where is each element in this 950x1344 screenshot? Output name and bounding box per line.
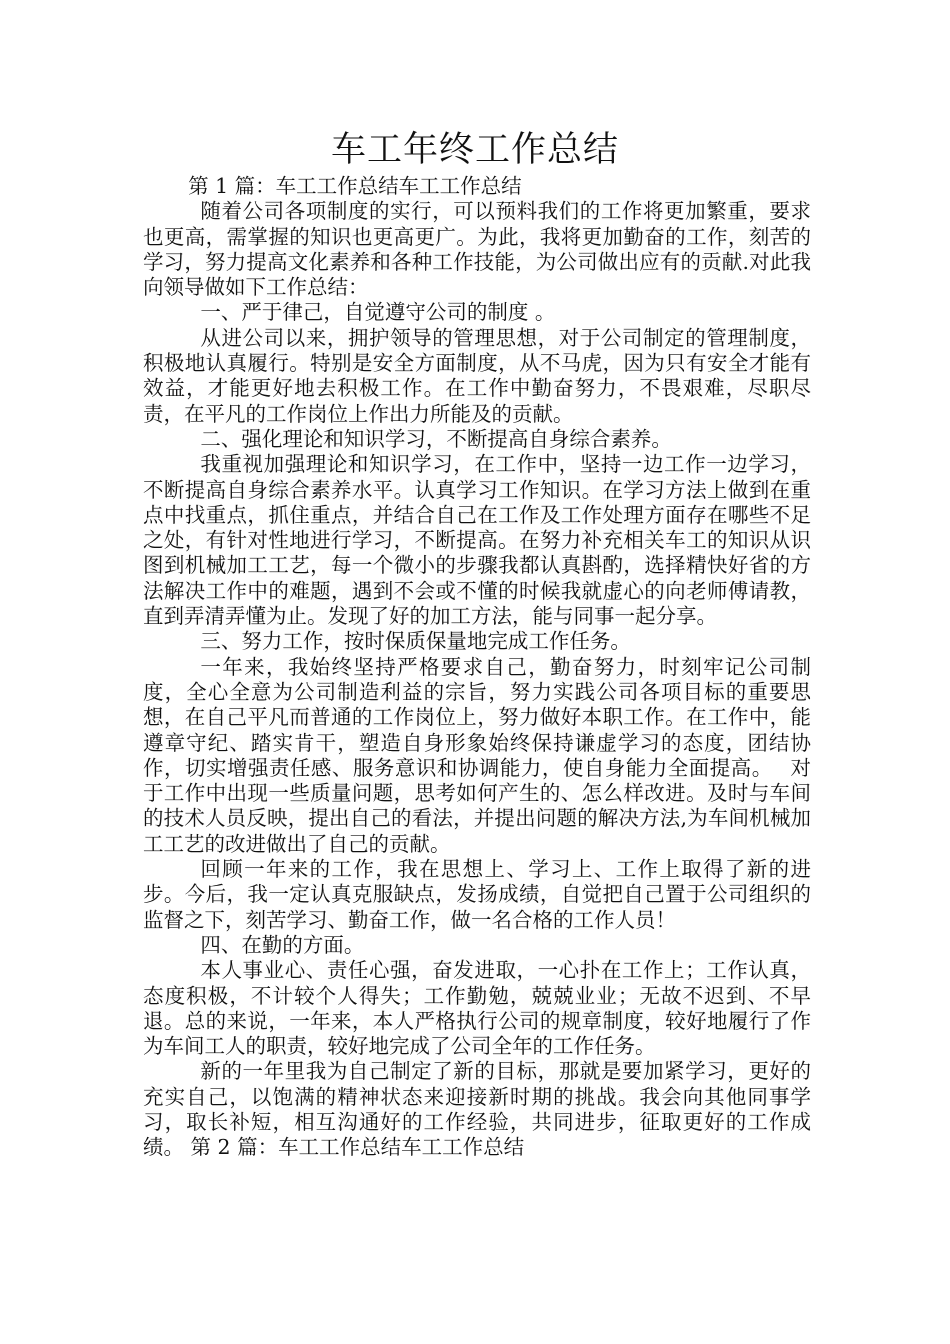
- section-heading-3: 三、努力工作，按时保质保量地完成工作任务。: [200, 629, 631, 654]
- intro-paragraph: 随着公司各项制度的实行，可以预料我们的工作将更加繁重，要求也更高，需掌握的知识也更高更广。为此，我将更加勤奋的工作，刻苦的学习，努力提高文化素养和各种工作技能，为公司做出应有的贡献.对此我向领导做如下工作总结：: [143, 199, 811, 300]
- document-title: 车工年终工作总结: [330, 130, 619, 170]
- body-paragraph-6: 新的一年里我为自己制定了新的目标，那就是要加紧学习，更好的充实自己，以饱满的精神状态来迎接新时期的挑战。我会向其他同事学习，取长补短，相互沟通好的工作经验，共同进步，征取更好的工作成绩。 第 2 篇：车工工作总结车工工作总结: [143, 1059, 811, 1160]
- body-paragraph-5: 本人事业心、责任心强，奋发进取，一心扑在工作上；工作认真，态度积极，不计较个人得失；工作勤勉，兢兢业业；无故不迟到、不早退。总的来说，一年来，本人严格执行公司的规章制度，较好地履行了作为车间工人的职责，较好地完成了公司全年的工作任务。: [143, 958, 811, 1059]
- body-paragraph-4: 回顾一年来的工作，我在思想上、学习上、工作上取得了新的进步。今后，我一定认真克服缺点，发扬成绩，自觉把自己置于公司组织的监督之下，刻苦学习、勤奋工作，做一名合格的工作人员！: [143, 857, 811, 932]
- document-body: [143, 174, 811, 1161]
- body-paragraph-2: 我重视加强理论和知识学习，在工作中，坚持一边工作一边学习，不断提高自身综合素养水平。认真学习工作知识。在学习方法上做到在重点中找重点，抓住重点，并结合自己在工作及工作处理方面存在哪些不足之处，有针对性地进行学习，不断提高。在努力补充相关车工的知识从识图到机械加工工艺，每一个微小的步骤我都认真斟酌，选择精快好省的方法解决工作中的难题，遇到不会或不懂的时候我就虚心的向老师傅请教，直到弄清弄懂为止。发现了好的加工方法，能与同事一起分享。: [143, 452, 811, 629]
- section-heading-1: 一、严于律己，自觉遵守公司的制度 。: [200, 300, 556, 325]
- section-heading-part-1: 第 1 篇：车工工作总结车工工作总结: [188, 174, 522, 198]
- section-heading-2: 二、强化理论和知识学习，不断提高自身综合素养。: [200, 426, 672, 451]
- body-paragraph-3: 一年来，我始终坚持严格要求自己，勤奋努力，时刻牢记公司制度，全心全意为公司制造利益的宗旨，努力实践公司各项目标的重要思想，在自己平凡而普通的工作岗位上，努力做好本职工作。在工作中，能遵章守纪、踏实肯干，塑造自身形象始终保持谦虚学习的态度，团结协作，切实增强责任感、服务意识和协调能力，使自身能力全面提高。 对于工作中出现一些质量问题，思考如何产生的、怎么样改进。及时与车间的技术人员反映，提出自己的看法，并提出问题的解决方法,为车间机械加工工艺的改进做出了自己的贡献。: [143, 654, 811, 856]
- section-heading-4: 四、在勤的方面。: [200, 932, 365, 957]
- body-paragraph-1: 从进公司以来，拥护领导的管理思想，对于公司制定的管理制度，积极地认真履行。特别是安全方面制度，从不马虎，因为只有安全才能有效益，才能更好地去积极工作。在工作中勤奋努力，不畏艰难，尽职尽责，在平凡的工作岗位上作出力所能及的贡献。: [143, 325, 811, 426]
